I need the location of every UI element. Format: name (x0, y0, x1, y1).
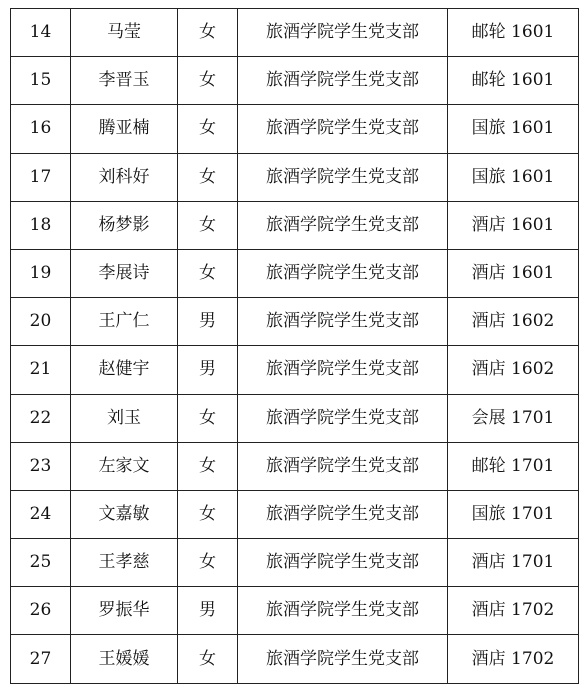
student-gender: 女 (178, 9, 238, 57)
student-name: 马莹 (71, 9, 178, 57)
party-branch: 旅酒学院学生党支部 (238, 57, 448, 105)
party-branch: 旅酒学院学生党支部 (238, 105, 448, 153)
student-name: 罗振华 (71, 587, 178, 635)
row-number: 23 (11, 442, 71, 490)
class-name: 会展 1701 (448, 394, 579, 442)
party-branch: 旅酒学院学生党支部 (238, 346, 448, 394)
party-branch: 旅酒学院学生党支部 (238, 298, 448, 346)
table-row (11, 9, 579, 57)
student-gender: 女 (178, 105, 238, 153)
table-row (11, 298, 579, 346)
table-row (11, 394, 579, 442)
student-gender: 女 (178, 394, 238, 442)
party-branch: 旅酒学院学生党支部 (238, 201, 448, 249)
class-name: 国旅 1601 (448, 105, 579, 153)
student-name: 左家文 (71, 442, 178, 490)
table-row (11, 57, 579, 105)
party-branch: 旅酒学院学生党支部 (238, 490, 448, 538)
student-name: 腾亚楠 (71, 105, 178, 153)
roster-table-body (11, 9, 579, 684)
student-gender: 女 (178, 249, 238, 297)
party-branch: 旅酒学院学生党支部 (238, 539, 448, 587)
class-name: 邮轮 1601 (448, 9, 579, 57)
row-number: 19 (11, 249, 71, 297)
student-gender: 男 (178, 298, 238, 346)
table-row (11, 442, 579, 490)
party-branch: 旅酒学院学生党支部 (238, 442, 448, 490)
table-row (11, 635, 579, 683)
roster-table (10, 8, 579, 684)
row-number: 25 (11, 539, 71, 587)
table-row (11, 490, 579, 538)
class-name: 国旅 1701 (448, 490, 579, 538)
row-number: 24 (11, 490, 71, 538)
party-branch: 旅酒学院学生党支部 (238, 587, 448, 635)
row-number: 15 (11, 57, 71, 105)
party-branch: 旅酒学院学生党支部 (238, 153, 448, 201)
class-name: 邮轮 1701 (448, 442, 579, 490)
table-row (11, 201, 579, 249)
student-name: 李展诗 (71, 249, 178, 297)
party-branch: 旅酒学院学生党支部 (238, 394, 448, 442)
class-name: 酒店 1702 (448, 635, 579, 683)
class-name: 酒店 1702 (448, 587, 579, 635)
class-name: 酒店 1601 (448, 249, 579, 297)
table-row (11, 346, 579, 394)
row-number: 20 (11, 298, 71, 346)
table-row (11, 249, 579, 297)
table-row (11, 153, 579, 201)
party-branch: 旅酒学院学生党支部 (238, 635, 448, 683)
party-branch: 旅酒学院学生党支部 (238, 9, 448, 57)
table-row (11, 105, 579, 153)
student-name: 王广仁 (71, 298, 178, 346)
student-gender: 女 (178, 490, 238, 538)
row-number: 21 (11, 346, 71, 394)
class-name: 国旅 1601 (448, 153, 579, 201)
table-row (11, 539, 579, 587)
student-name: 王媛媛 (71, 635, 178, 683)
student-gender: 女 (178, 442, 238, 490)
student-gender: 男 (178, 346, 238, 394)
class-name: 酒店 1602 (448, 346, 579, 394)
row-number: 26 (11, 587, 71, 635)
class-name: 酒店 1701 (448, 539, 579, 587)
student-gender: 女 (178, 201, 238, 249)
student-name: 刘玉 (71, 394, 178, 442)
row-number: 14 (11, 9, 71, 57)
row-number: 17 (11, 153, 71, 201)
student-name: 文嘉敏 (71, 490, 178, 538)
row-number: 27 (11, 635, 71, 683)
class-name: 酒店 1601 (448, 201, 579, 249)
student-name: 王孝慈 (71, 539, 178, 587)
student-gender: 女 (178, 57, 238, 105)
student-gender: 男 (178, 587, 238, 635)
class-name: 酒店 1602 (448, 298, 579, 346)
party-branch: 旅酒学院学生党支部 (238, 249, 448, 297)
row-number: 18 (11, 201, 71, 249)
student-gender: 女 (178, 153, 238, 201)
student-name: 杨梦影 (71, 201, 178, 249)
row-number: 16 (11, 105, 71, 153)
class-name: 邮轮 1601 (448, 57, 579, 105)
table-row (11, 587, 579, 635)
student-name: 赵健宇 (71, 346, 178, 394)
student-gender: 女 (178, 635, 238, 683)
student-gender: 女 (178, 539, 238, 587)
student-name: 刘科好 (71, 153, 178, 201)
row-number: 22 (11, 394, 71, 442)
student-name: 李晋玉 (71, 57, 178, 105)
